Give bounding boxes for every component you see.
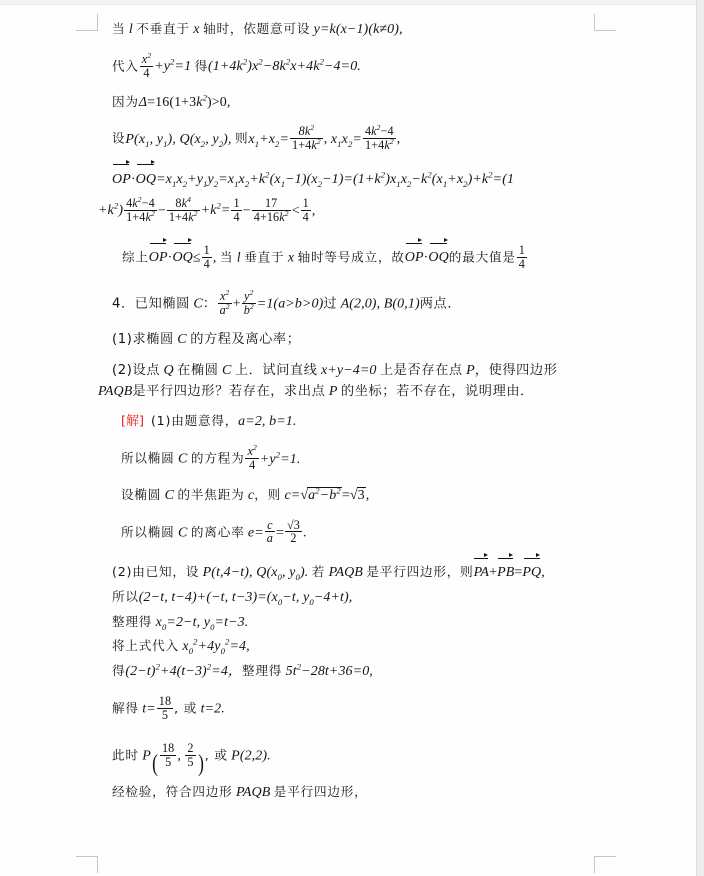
solution-line-7: [112, 244, 612, 271]
math-run: P(2,2).: [231, 748, 271, 764]
math-run: P(t,4−t), $Q(x_0$, $y_0$).: [202, 565, 309, 583]
vector-op-3: OP: [404, 250, 424, 266]
math-run: $P(x_1$, $y_1$), $Q(x_2$, $y_2$),: [125, 131, 232, 149]
vector-op-2: OP: [148, 250, 168, 266]
math-run: t=: [142, 701, 156, 717]
math-run: $(2-t)^2+4(t-3)^2=4$，: [125, 661, 243, 680]
math-run: $x_0=2-t$, $y_0=t-3$.: [155, 614, 249, 632]
text-run: 是平行四边形，则: [366, 564, 474, 580]
fraction-y2-over-b2: $\frac{y^2}{b^2}$: [243, 288, 254, 318]
text-run: (2)由已知，设: [112, 564, 200, 580]
sqrt-a2-minus-b2: $√a^2-b^2$: [300, 485, 341, 503]
text-run: (1): [112, 332, 133, 348]
text-run: 当: [219, 249, 234, 265]
math-run: ,: [177, 748, 181, 764]
document-content: [98, 21, 612, 801]
text-run: , 或: [204, 747, 228, 763]
text-run: 得: [194, 58, 209, 74]
math-run: P: [142, 748, 151, 764]
text-run: 的方程为: [190, 450, 245, 466]
text-run: 则: [234, 130, 249, 146]
text-run: 设椭圆: [121, 486, 162, 502]
solution-step-9: [112, 661, 612, 680]
vector-pb: PB: [497, 565, 515, 581]
fraction-x2-over-4: $\frac{x^2}{4}$: [141, 50, 152, 80]
math-run: =: [276, 525, 284, 541]
text-run: 求椭圆: [132, 332, 174, 348]
math-run: l: [128, 22, 133, 37]
math-run: =1(a>b>0): [256, 297, 324, 313]
solution-line-1: [112, 22, 612, 38]
text-run: ：: [202, 297, 217, 313]
fraction-17-over-4p16k2: $\frac{17}{4+16k^2}$: [253, 195, 289, 224]
solution-header-line: [112, 414, 612, 430]
fraction-8k4-over-1p4k2: $\frac{8k^4}{1+4k^2}$: [168, 194, 198, 224]
problem-4-stem: [112, 290, 612, 317]
math-run: $x_1+x_2=$: [248, 131, 290, 149]
math-run: PAQB: [328, 565, 363, 581]
problem-4-question-1: [112, 332, 612, 348]
text-run: 垂直于: [244, 249, 285, 265]
text-run: 若: [311, 564, 326, 580]
math-run: x+y−4=0: [321, 362, 377, 378]
math-run: <: [291, 203, 300, 219]
fraction-4k2m4-over-1p4k2-b: $\frac{4k^2-4}{1+4k^2}$: [126, 194, 155, 224]
fraction-1-over-4-b: $\frac{1}{4}$: [302, 195, 309, 224]
fraction-4k2m4-over-1p4k2: $\frac{4k^2-4}{1+4k^2}$: [364, 123, 394, 153]
text-run: 整理得: [242, 663, 283, 679]
math-run: $+y^2=1$: [154, 56, 192, 75]
text-run: 因为: [112, 93, 139, 109]
fraction-x2-over-4-b: $\frac{x^2}{4}$: [247, 442, 257, 472]
solution-line-3: [112, 91, 612, 111]
text-run: 的最大值是: [448, 249, 516, 265]
math-run: l: [236, 250, 241, 266]
text-run: 的方程及离心率；: [190, 332, 301, 348]
text-run: 两点．: [419, 297, 462, 313]
sqrt-3: √3: [349, 487, 365, 503]
solution-step-8: [112, 636, 612, 657]
text-run: 的离心率: [190, 524, 245, 540]
solution-step-4: [112, 519, 612, 546]
math-run: x: [193, 22, 200, 37]
math-run: a=2, b=1.: [238, 414, 297, 430]
fraction-18-over-5-b: $\frac{18}{5}$: [161, 740, 175, 769]
math-run: ,: [311, 203, 316, 219]
text-run: ，使得四边形: [474, 362, 558, 378]
solution-step-11: [112, 742, 612, 777]
math-run: ,: [212, 250, 217, 266]
fraction-1-over-4-d: $\frac{1}{4}$: [518, 242, 525, 271]
fraction-sqrt3-over-2: $\frac{√3}{2}$: [287, 517, 300, 546]
dot-operator: ·: [167, 250, 173, 266]
math-run: C: [221, 362, 232, 378]
text-run: 在椭圆: [177, 362, 219, 378]
solution-step-12: [112, 785, 612, 801]
fraction-c-over-a: $\frac{c}{a}$: [266, 517, 273, 546]
solution-step-6: [112, 590, 612, 606]
fraction-x2-over-a2: $\frac{x^2}{a^2}$: [219, 288, 230, 318]
solution-line-6: [98, 194, 612, 224]
problem-4-question-2-line-2: [98, 384, 612, 400]
text-run: 此时: [112, 747, 139, 763]
left-paren: (: [152, 751, 158, 778]
text-run: 设: [112, 130, 126, 146]
right-paren: ): [197, 751, 204, 778]
solution-step-3: [112, 487, 612, 504]
text-run: 经检验，符合四边形: [112, 784, 233, 800]
dot-operator: ·: [423, 250, 429, 266]
text-run: 是平行四边形？若存在，求出点: [132, 383, 326, 399]
crop-mark-bottom-left: [76, 856, 98, 873]
text-run: 的坐标；若不存在，说明理由．: [340, 383, 534, 399]
math-run: $(1+4k^2)x^2-8k^2x+4k^2-4=0$.: [208, 56, 361, 75]
math-run: .: [302, 525, 307, 541]
math-run: $+y^2=1$.: [259, 448, 301, 467]
math-run: +: [489, 565, 498, 581]
text-run: 的半焦距为: [177, 486, 245, 502]
math-run: P: [328, 383, 338, 399]
text-run: 综上: [122, 249, 149, 265]
text-run: 所以椭圆: [121, 524, 175, 540]
math-run: =: [341, 487, 350, 503]
text-run: 不垂直于: [136, 21, 190, 36]
text-run: (1)由题意得，: [150, 413, 239, 429]
vector-pa: PA: [473, 565, 490, 581]
math-run: −: [242, 203, 251, 219]
math-run: PAQB: [235, 785, 271, 801]
math-run: y=k(x−1)(k≠0),: [313, 22, 403, 37]
problem-number: 4．: [112, 297, 135, 313]
text-run: 轴时等号成立，故: [297, 249, 405, 265]
math-run: ,: [365, 487, 370, 503]
vector-oq-3: OQ: [428, 250, 449, 266]
math-run: A(2,0), B(0,1): [340, 297, 420, 313]
text-run: 解得: [112, 700, 139, 716]
solution-tag: [解]: [121, 414, 145, 430]
math-run: c=: [284, 487, 301, 503]
fraction-8k2-over-1p4k2: $\frac{8k^2}{1+4k^2}$: [292, 123, 321, 153]
fraction-1-over-4-c: $\frac{1}{4}$: [203, 242, 210, 271]
math-run: c: [247, 487, 255, 503]
math-run: ≤: [192, 250, 201, 266]
math-run: +: [232, 297, 241, 313]
text-run: 得: [112, 663, 126, 679]
text-run: 所以椭圆: [121, 450, 175, 466]
math-run: =: [514, 565, 523, 581]
crop-mark-bottom-right: [594, 856, 616, 873]
math-run: $=x_1x_2+y_1y_2=x_1x_2+k^2(x_1-1)(x_2-1)=(1+k^2)x_1x_2-k^2(x_1+x_2)+k^2=(1$: [156, 169, 515, 189]
math-run: ,: [541, 565, 545, 581]
math-run: C: [177, 332, 187, 348]
vector-oq-2: OQ: [172, 250, 193, 266]
solution-line-5: [112, 169, 612, 189]
math-run: ,: [323, 131, 328, 147]
solution-step-5: [112, 565, 612, 581]
math-run: $+k^2=$: [200, 200, 231, 219]
math-run: C: [193, 297, 203, 313]
math-run: C: [164, 487, 175, 503]
math-run: C: [178, 451, 188, 467]
math-run: $+k^2$): [98, 200, 124, 219]
fraction-2-over-5: $\frac{2}{5}$: [187, 740, 194, 769]
text-run: 轴时，依题意可设: [203, 21, 311, 36]
math-run: −: [157, 203, 166, 219]
text-run: 已知椭圆: [134, 297, 190, 313]
text-run: 当: [112, 21, 126, 36]
math-run: $\Delta=16(1+3k^2)>0$,: [138, 91, 231, 110]
fraction-18-over-5: $\frac{18}{5}$: [158, 693, 172, 722]
math-run: $x_0^2+4y_0^2=4$,: [182, 636, 250, 657]
text-run: 是平行四边形，: [273, 784, 368, 800]
page-top-edge: [0, 0, 704, 5]
crop-mark-top-left: [76, 14, 98, 31]
text-run: (2)设点: [112, 362, 161, 378]
text-run: 上．试问直线: [234, 362, 318, 378]
math-run: (2−t, t−4)+(−t, $t-3)=(x_0-t$, $y_0-4+t$),: [138, 590, 353, 607]
math-run: x: [287, 250, 295, 266]
fraction-1-over-4-a: $\frac{1}{4}$: [233, 195, 240, 224]
text-run: , 或: [174, 700, 198, 716]
text-run: 上是否存在点: [379, 362, 463, 378]
math-run: P: [466, 362, 475, 378]
text-run: 整理得: [112, 613, 153, 629]
vector-pq: PQ: [522, 565, 542, 581]
math-run: $5t^2-28t+36=0$,: [285, 661, 373, 680]
text-run: ，则: [254, 486, 282, 502]
math-run: C: [178, 525, 188, 541]
solution-step-2: [112, 442, 612, 472]
solution-line-4: [112, 125, 612, 152]
problem-4-question-2-line-1: [112, 363, 612, 379]
math-run: PAQB: [98, 383, 133, 399]
text-run: 所以: [112, 589, 139, 605]
vector-op: OP: [112, 172, 131, 188]
page-right-edge: [696, 0, 704, 876]
text-run: 过: [323, 297, 338, 313]
math-run: t=2.: [200, 701, 225, 717]
solution-step-7: [112, 615, 612, 631]
solution-line-2: [112, 50, 612, 80]
text-run: 代入: [112, 58, 139, 74]
math-run: Q: [163, 362, 174, 378]
text-run: 将上式代入: [112, 638, 179, 654]
math-run: e=: [247, 525, 264, 541]
vector-oq: OQ: [135, 172, 157, 188]
math-run: $x_1x_2=$: [330, 131, 362, 149]
dot-operator: ·: [130, 172, 136, 188]
math-run: ,: [396, 131, 401, 147]
solution-step-10: [112, 695, 612, 722]
